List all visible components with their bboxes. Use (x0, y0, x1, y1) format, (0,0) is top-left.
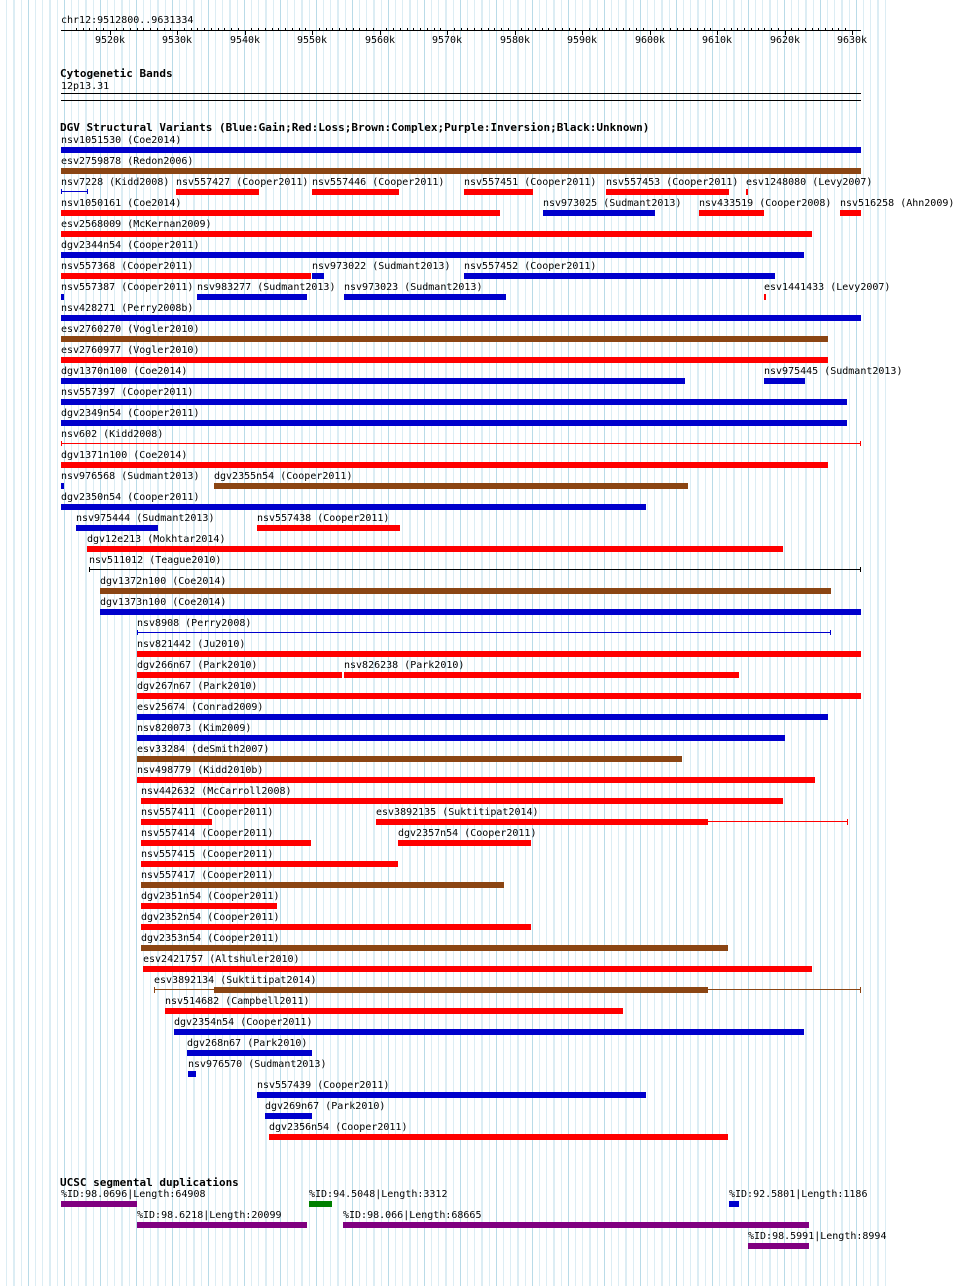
feature-label: esv2421757 (Altshuler2010) (143, 954, 300, 965)
ruler-minor-tick (724, 28, 725, 30)
feature-label: nsv826238 (Park2010) (344, 660, 465, 671)
feature-label: nsv976570 (Sudmant2013) (188, 1059, 327, 1070)
ruler-minor-tick (89, 28, 90, 30)
feature-label: dgv2356n54 (Cooper2011) (269, 1122, 408, 1133)
ruler-minor-tick (440, 28, 441, 30)
feature-label: esv25674 (Conrad2009) (137, 702, 264, 713)
feature-end-cap (847, 819, 848, 825)
feature-bar[interactable] (137, 756, 682, 762)
feature-label: nsv557451 (Cooper2011) (464, 177, 597, 188)
ruler-minor-tick (461, 28, 462, 30)
ruler-minor-tick (184, 28, 185, 30)
feature-label: nsv557368 (Cooper2011) (61, 261, 194, 272)
feature-bar[interactable] (137, 735, 785, 741)
feature-bar[interactable] (100, 588, 831, 594)
feature-bar[interactable] (61, 147, 861, 153)
ruler-minor-tick (143, 28, 144, 30)
feature-label: nsv973022 (Sudmant2013) (312, 261, 451, 272)
feature-label: esv3892135 (Suktitipat2014) (376, 807, 539, 818)
feature-bar[interactable] (61, 252, 804, 258)
feature-label: %ID:98.6218|Length:20099 (137, 1210, 282, 1221)
feature-label: nsv557439 (Cooper2011) (257, 1080, 390, 1091)
ruler-tick-label: 9540k (229, 35, 261, 46)
ruler-minor-tick (508, 28, 509, 30)
feature-bar[interactable] (343, 1222, 809, 1228)
ruler-minor-tick (258, 28, 259, 30)
feature-label: nsv557414 (Cooper2011) (141, 828, 274, 839)
ruler-minor-tick (764, 28, 765, 30)
ruler-minor-tick (737, 28, 738, 30)
ruler-minor-tick (683, 28, 684, 30)
feature-label: %ID:98.5991|Length:8994 (748, 1231, 887, 1242)
feature-label: dgv1370n100 (Coe2014) (61, 366, 188, 377)
feature-label: esv2760270 (Vogler2010) (61, 324, 200, 335)
ruler-tick-label: 9580k (499, 35, 531, 46)
ruler-tick-label: 9530k (161, 35, 193, 46)
ruler-minor-tick (164, 28, 165, 30)
cytoband-line-top (61, 93, 861, 94)
ruler-minor-tick (542, 28, 543, 30)
ruler-minor-tick (609, 28, 610, 30)
feature-bar[interactable] (309, 1201, 332, 1207)
ruler-minor-tick (798, 28, 799, 30)
feature-label: nsv557387 (Cooper2011) (61, 282, 194, 293)
ruler-minor-tick (636, 28, 637, 30)
feature-label: nsv514682 (Campbell2011) (165, 996, 310, 1007)
feature-bar[interactable] (141, 840, 311, 846)
ruler-line (61, 30, 861, 31)
ruler-tick-label: 9610k (701, 35, 733, 46)
ruler-minor-tick (218, 28, 219, 30)
ruler-tick-label: 9550k (296, 35, 328, 46)
feature-label: nsv442632 (McCarroll2008) (141, 786, 292, 797)
feature-bar[interactable] (748, 1243, 809, 1249)
feature-bar[interactable] (61, 1201, 137, 1207)
feature-label: nsv428271 (Perry2008b) (61, 303, 194, 314)
feature-label: dgv266n67 (Park2010) (137, 660, 258, 671)
ruler-minor-tick (238, 28, 239, 30)
ruler-minor-tick (629, 28, 630, 30)
ruler-minor-tick (157, 28, 158, 30)
ruler-minor-tick (643, 28, 644, 30)
ruler-minor-tick (616, 28, 617, 30)
feature-label: dgv1371n100 (Coe2014) (61, 450, 188, 461)
ruler-minor-tick (420, 28, 421, 30)
ruler-minor-tick (731, 28, 732, 30)
feature-bar[interactable] (61, 168, 861, 174)
feature-end-cap (860, 987, 861, 993)
ruler-minor-tick (677, 28, 678, 30)
ruler-tick-label: 9590k (566, 35, 598, 46)
feature-bar[interactable] (197, 294, 307, 300)
feature-label: dgv2344n54 (Cooper2011) (61, 240, 200, 251)
feature-bar[interactable] (543, 210, 655, 216)
feature-label: nsv557415 (Cooper2011) (141, 849, 274, 860)
feature-bar[interactable] (61, 483, 64, 489)
ruler-minor-tick (825, 28, 826, 30)
ruler-minor-tick (434, 28, 435, 30)
feature-end-cap (89, 567, 90, 572)
cytoband-label: 12p13.31 (61, 81, 110, 92)
ruler-minor-tick (197, 28, 198, 30)
ruler-minor-tick (265, 28, 266, 30)
ruler-minor-tick (832, 28, 833, 30)
ruler-minor-tick (170, 28, 171, 30)
feature-bar[interactable] (61, 357, 828, 363)
feature-label: dgv268n67 (Park2010) (187, 1038, 308, 1049)
ruler-minor-tick (393, 28, 394, 30)
feature-bar[interactable] (764, 294, 766, 300)
ruler-minor-tick (292, 28, 293, 30)
feature-bar[interactable] (61, 294, 64, 300)
feature-label: nsv1050161 (Coe2014) (61, 198, 182, 209)
feature-label: %ID:98.066|Length:68665 (343, 1210, 482, 1221)
feature-bar[interactable] (87, 546, 783, 552)
feature-bar[interactable] (141, 798, 783, 804)
ruler-minor-tick (454, 28, 455, 30)
feature-bar[interactable] (61, 462, 828, 468)
feature-bar[interactable] (61, 336, 828, 342)
feature-bar[interactable] (141, 903, 277, 909)
ruler-minor-tick (272, 28, 273, 30)
feature-bar[interactable] (376, 819, 708, 825)
ruler-minor-tick (474, 28, 475, 30)
ruler-minor-tick (285, 28, 286, 30)
feature-label: nsv557417 (Cooper2011) (141, 870, 274, 881)
feature-bar[interactable] (141, 882, 504, 888)
feature-bar[interactable] (699, 210, 764, 216)
feature-bar[interactable] (143, 966, 812, 972)
feature-end-cap (376, 819, 377, 825)
ruler-minor-tick (204, 28, 205, 30)
feature-label: %ID:94.5048|Length:3312 (309, 1189, 448, 1200)
feature-bar[interactable] (464, 273, 775, 279)
feature-bar[interactable] (398, 840, 531, 846)
ruler-tick-label: 9630k (836, 35, 868, 46)
feature-end-cap (154, 987, 155, 993)
ruler-tick-label: 9570k (431, 35, 463, 46)
feature-bar[interactable] (344, 294, 506, 300)
feature-bar[interactable] (176, 189, 259, 195)
ruler-minor-tick (697, 28, 698, 30)
feature-end-cap (61, 189, 62, 194)
ruler-minor-tick (535, 28, 536, 30)
ruler-minor-tick (663, 28, 664, 30)
feature-label: nsv557411 (Cooper2011) (141, 807, 274, 818)
feature-bar[interactable] (840, 210, 861, 216)
ruler-tick-label: 9600k (634, 35, 666, 46)
feature-label: dgv1372n100 (Coe2014) (100, 576, 227, 587)
ruler-minor-tick (211, 28, 212, 30)
feature-end-cap (87, 189, 88, 194)
ruler-minor-tick (575, 28, 576, 30)
feature-line[interactable] (89, 569, 861, 570)
feature-label: esv2760977 (Vogler2010) (61, 345, 200, 356)
ruler-minor-tick (596, 28, 597, 30)
feature-bar[interactable] (137, 672, 342, 678)
feature-bar[interactable] (312, 273, 324, 279)
ruler-minor-tick (224, 28, 225, 30)
ruler-minor-tick (467, 28, 468, 30)
feature-bar[interactable] (188, 1071, 196, 1077)
feature-label: nsv975445 (Sudmant2013) (764, 366, 903, 377)
feature-label: esv2568009 (McKernan2009) (61, 219, 212, 230)
feature-bar[interactable] (137, 1222, 307, 1228)
feature-label: dgv2355n54 (Cooper2011) (214, 471, 353, 482)
feature-label: %ID:98.0696|Length:64908 (61, 1189, 206, 1200)
ruler-minor-tick (123, 28, 124, 30)
feature-bar[interactable] (137, 714, 828, 720)
ruler-minor-tick (305, 28, 306, 30)
ruler-minor-tick (744, 28, 745, 30)
feature-label: esv3892134 (Suktitipat2014) (154, 975, 317, 986)
feature-label: nsv511012 (Teague2010) (89, 555, 222, 566)
feature-bar[interactable] (137, 777, 815, 783)
feature-line[interactable] (61, 191, 88, 192)
ruler-minor-tick (319, 28, 320, 30)
feature-bar[interactable] (214, 483, 688, 489)
ruler-minor-tick (838, 28, 839, 30)
ruler-minor-tick (373, 28, 374, 30)
feature-bar[interactable] (61, 231, 812, 237)
feature-end-cap (860, 441, 861, 446)
ruler-minor-tick (191, 28, 192, 30)
ruler-minor-tick (670, 28, 671, 30)
feature-label: nsv1051530 (Coe2014) (61, 135, 182, 146)
feature-label: nsv821442 (Ju2010) (137, 639, 246, 650)
ruler-minor-tick (137, 28, 138, 30)
feature-bar[interactable] (61, 399, 847, 405)
feature-bar[interactable] (174, 1029, 804, 1035)
feature-bar[interactable] (61, 504, 646, 510)
feature-bar[interactable] (100, 609, 861, 615)
ruler-minor-tick (332, 28, 333, 30)
feature-bar[interactable] (61, 315, 861, 321)
ruler-minor-tick (278, 28, 279, 30)
feature-label: nsv8908 (Perry2008) (137, 618, 252, 629)
ruler-minor-tick (656, 28, 657, 30)
ruler-minor-tick (562, 28, 563, 30)
ruler-minor-tick (555, 28, 556, 30)
ruler-tick-label: 9620k (769, 35, 801, 46)
ruler-tick-label: 9520k (94, 35, 126, 46)
feature-label: nsv983277 (Sudmant2013) (197, 282, 336, 293)
feature-label: nsv557427 (Cooper2011) (176, 177, 309, 188)
ruler-minor-tick (103, 28, 104, 30)
feature-label: %ID:92.5801|Length:1186 (729, 1189, 868, 1200)
feature-bar[interactable] (764, 378, 805, 384)
feature-bar[interactable] (61, 420, 847, 426)
ruler-minor-tick (427, 28, 428, 30)
feature-label: dgv1373n100 (Coe2014) (100, 597, 227, 608)
feature-line[interactable] (61, 443, 861, 444)
ruler-minor-tick (346, 28, 347, 30)
ruler-minor-tick (710, 28, 711, 30)
ruler-minor-tick (704, 28, 705, 30)
feature-end-cap (830, 630, 831, 635)
feature-bar[interactable] (61, 273, 311, 279)
ruler-minor-tick (751, 28, 752, 30)
feature-bar[interactable] (265, 1113, 312, 1119)
feature-bar[interactable] (137, 693, 861, 699)
ruler-minor-tick (623, 28, 624, 30)
ruler-minor-tick (771, 28, 772, 30)
ruler-minor-tick (150, 28, 151, 30)
ruler-minor-tick (366, 28, 367, 30)
feature-label: dgv12e213 (Mokhtar2014) (87, 534, 226, 545)
segdup-track-title: UCSC segmental duplications (60, 1176, 239, 1189)
feature-bar[interactable] (257, 525, 400, 531)
ruler-minor-tick (690, 28, 691, 30)
feature-label: nsv7228 (Kidd2008) (61, 177, 170, 188)
feature-label: esv2759878 (Redon2006) (61, 156, 194, 167)
feature-label: nsv557446 (Cooper2011) (312, 177, 445, 188)
ruler-minor-tick (339, 28, 340, 30)
ruler-minor-tick (569, 28, 570, 30)
feature-bar[interactable] (141, 861, 398, 867)
feature-label: dgv2350n54 (Cooper2011) (61, 492, 200, 503)
ruler-minor-tick (400, 28, 401, 30)
feature-bar[interactable] (746, 189, 748, 195)
feature-bar[interactable] (137, 651, 861, 657)
feature-bar[interactable] (729, 1201, 739, 1207)
feature-label: nsv516258 (Ahn2009) (840, 198, 954, 209)
feature-bar[interactable] (214, 987, 708, 993)
feature-bar[interactable] (76, 525, 158, 531)
feature-end-cap (61, 441, 62, 446)
ruler-minor-tick (528, 28, 529, 30)
ruler-minor-tick (501, 28, 502, 30)
ruler-minor-tick (83, 28, 84, 30)
ruler-minor-tick (299, 28, 300, 30)
ruler-minor-tick (494, 28, 495, 30)
ruler-minor-tick (359, 28, 360, 30)
feature-label: dgv269n67 (Park2010) (265, 1101, 386, 1112)
feature-bar[interactable] (312, 189, 399, 195)
feature-label: esv33284 (deSmith2007) (137, 744, 270, 755)
feature-label: dgv2354n54 (Cooper2011) (174, 1017, 313, 1028)
feature-label: nsv975444 (Sudmant2013) (76, 513, 215, 524)
ruler-minor-tick (413, 28, 414, 30)
feature-label: dgv2351n54 (Cooper2011) (141, 891, 280, 902)
ruler-minor-tick (812, 28, 813, 30)
ruler-minor-tick (548, 28, 549, 30)
feature-label: esv1441433 (Levy2007) (764, 282, 891, 293)
ruler-minor-tick (791, 28, 792, 30)
feature-label: nsv973025 (Sudmant2013) (543, 198, 682, 209)
feature-label: nsv433519 (Cooper2008) (699, 198, 832, 209)
position-label: chr12:9512800..9631334 (61, 15, 194, 26)
feature-bar[interactable] (61, 378, 685, 384)
ruler-minor-tick (76, 28, 77, 30)
ruler-minor-tick (521, 28, 522, 30)
feature-label: dgv2352n54 (Cooper2011) (141, 912, 280, 923)
ruler-minor-tick (818, 28, 819, 30)
ruler-minor-tick (326, 28, 327, 30)
ruler-minor-tick (602, 28, 603, 30)
feature-end-cap (137, 630, 138, 635)
feature-bar[interactable] (187, 1050, 312, 1056)
ruler-minor-tick (845, 28, 846, 30)
ruler-minor-tick (251, 28, 252, 30)
ruler-minor-tick (231, 28, 232, 30)
feature-bar[interactable] (61, 210, 500, 216)
feature-label: dgv2357n54 (Cooper2011) (398, 828, 537, 839)
ruler-minor-tick (589, 28, 590, 30)
ruler-minor-tick (758, 28, 759, 30)
feature-bar[interactable] (165, 1008, 623, 1014)
ruler-minor-tick (130, 28, 131, 30)
feature-end-cap (860, 567, 861, 572)
ruler-minor-tick (805, 28, 806, 30)
ruler-minor-tick (96, 28, 97, 30)
feature-bar[interactable] (606, 189, 729, 195)
feature-label: nsv602 (Kidd2008) (61, 429, 164, 440)
feature-label: dgv267n67 (Park2010) (137, 681, 258, 692)
cytoband-track-title: Cytogenetic Bands (60, 67, 173, 80)
feature-bar[interactable] (141, 819, 212, 825)
feature-bar[interactable] (141, 924, 531, 930)
feature-label: nsv973023 (Sudmant2013) (344, 282, 483, 293)
ruler-minor-tick (407, 28, 408, 30)
ruler-minor-tick (488, 28, 489, 30)
ruler-minor-tick (116, 28, 117, 30)
feature-bar[interactable] (269, 1134, 728, 1140)
feature-label: nsv557452 (Cooper2011) (464, 261, 597, 272)
ruler-minor-tick (778, 28, 779, 30)
feature-label: esv1248080 (Levy2007) (746, 177, 873, 188)
feature-label: nsv498779 (Kidd2010b) (137, 765, 264, 776)
feature-bar[interactable] (141, 945, 728, 951)
feature-label: nsv557438 (Cooper2011) (257, 513, 390, 524)
ruler-tick-label: 9560k (364, 35, 396, 46)
ruler-minor-tick (353, 28, 354, 30)
feature-label: nsv820073 (Kim2009) (137, 723, 252, 734)
feature-bar[interactable] (344, 672, 739, 678)
feature-label: nsv557453 (Cooper2011) (606, 177, 739, 188)
dgv-track-title: DGV Structural Variants (Blue:Gain;Red:Loss;Brown:Complex;Purple:Inversion;Black:Unknown) (60, 121, 650, 134)
feature-label: nsv976568 (Sudmant2013) (61, 471, 200, 482)
feature-label: dgv2353n54 (Cooper2011) (141, 933, 280, 944)
feature-bar[interactable] (257, 1092, 646, 1098)
ruler-minor-tick (481, 28, 482, 30)
feature-line[interactable] (137, 632, 831, 633)
feature-label: dgv2349n54 (Cooper2011) (61, 408, 200, 419)
feature-label: nsv557397 (Cooper2011) (61, 387, 194, 398)
ruler-minor-tick (386, 28, 387, 30)
feature-bar[interactable] (464, 189, 533, 195)
cytoband-line-bottom (61, 100, 861, 101)
